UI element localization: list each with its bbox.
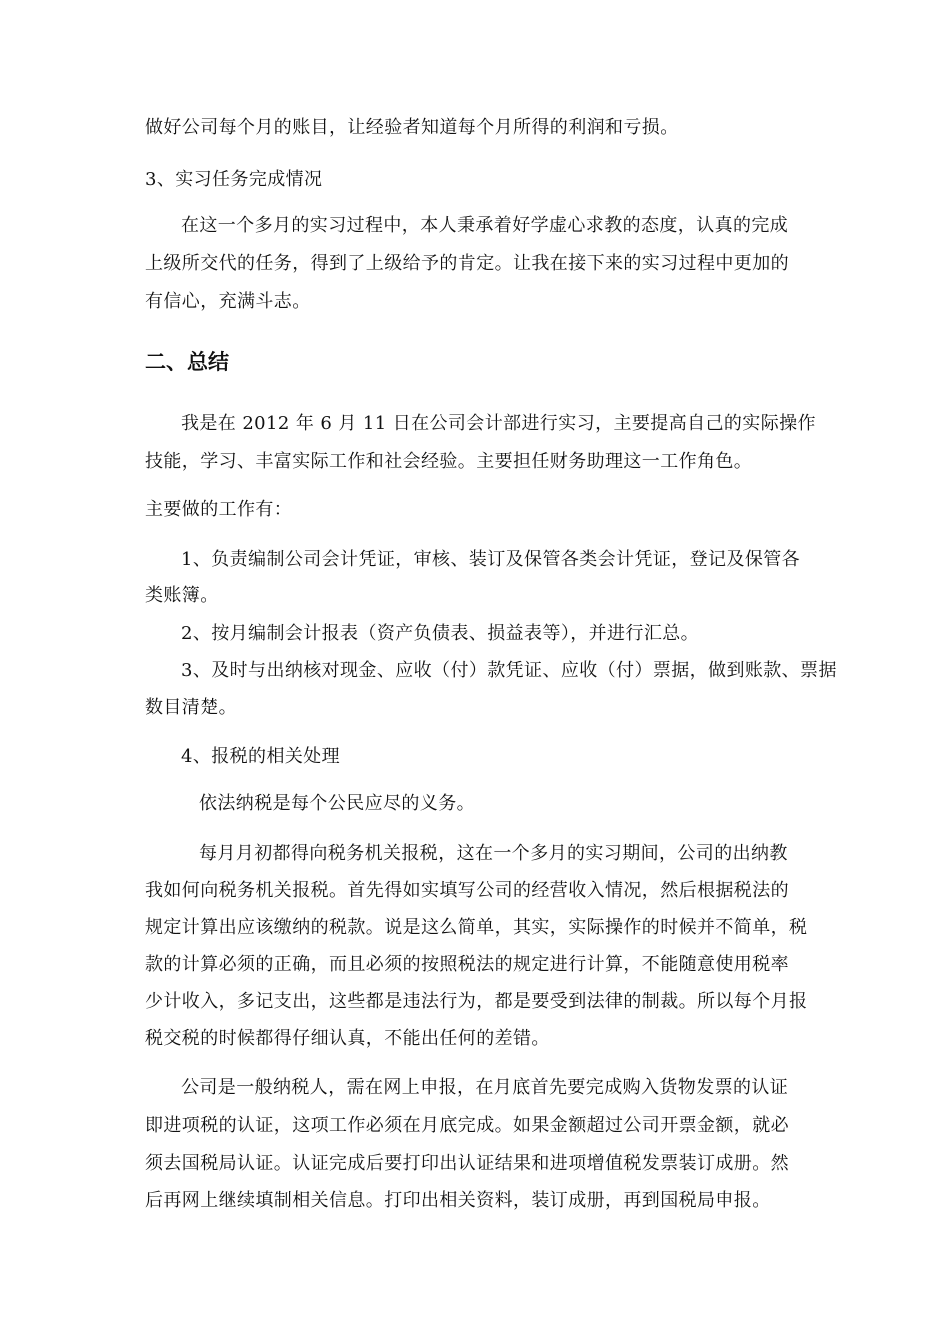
- text-line: 公司是一般纳税人，需在网上申报，在月底首先要完成购入货物发票的认证: [181, 1077, 789, 1098]
- section-subheading: 3、实习任务完成情况: [145, 169, 323, 190]
- list-item: 3、及时与出纳核对现金、应收（付）款凭证、应收（付）票据，做到账款、票据: [181, 660, 837, 681]
- list-item: 4、报税的相关处理: [181, 746, 341, 767]
- list-item-continuation: 类账簿。: [145, 585, 219, 606]
- text-line: 款的计算必须的正确，而且必须的按照税法的规定进行计算，不能随意使用税率: [145, 954, 789, 975]
- list-item: 1、负责编制公司会计凭证，审核、装订及保管各类会计凭证，登记及保管各: [181, 549, 801, 570]
- list-item: 2、按月编制会计报表（资产负债表、损益表等），并进行汇总。: [181, 623, 700, 644]
- text-line: 即进项税的认证，这项工作必须在月底完成。如果金额超过公司开票金额，就必: [145, 1115, 789, 1136]
- text-line: 有信心，充满斗志。: [145, 291, 311, 312]
- text-line: 少计收入，多记支出，这些都是违法行为，都是要受到法律的制裁。所以每个月报: [145, 991, 808, 1012]
- text-line: 税交税的时候都得仔细认真，不能出任何的差错。: [145, 1028, 550, 1049]
- text-line: 须去国税局认证。认证完成后要打印出认证结果和进项增值税发票装订成册。然: [145, 1153, 789, 1174]
- text-line: 依法纳税是每个公民应尽的义务。: [199, 793, 475, 814]
- list-item-continuation: 数目清楚。: [145, 697, 237, 718]
- text-line: 我如何向税务机关报税。首先得如实填写公司的经营收入情况，然后根据税法的: [145, 880, 789, 901]
- text-line: 每月月初都得向税务机关报税，这在一个多月的实习期间，公司的出纳教: [199, 843, 788, 864]
- text-line: 后再网上继续填制相关信息。打印出相关资料，装订成册，再到国税局申报。: [145, 1190, 771, 1211]
- text-line: 规定计算出应该缴纳的税款。说是这么简单，其实，实际操作的时候并不简单，税: [145, 917, 808, 938]
- text-line: 在这一个多月的实习过程中，本人秉承着好学虚心求教的态度，认真的完成: [181, 215, 789, 236]
- text-line: 主要做的工作有：: [145, 499, 293, 520]
- text-line: 上级所交代的任务，得到了上级给予的肯定。让我在接下来的实习过程中更加的: [145, 253, 789, 274]
- text-line: 做好公司每个月的账目，让经验者知道每个月所得的利润和亏损。: [145, 117, 679, 138]
- section-heading: 二、总结: [145, 350, 229, 374]
- text-line: 我是在 2012 年 6 月 11 日在公司会计部进行实习，主要提高自己的实际操作: [181, 413, 816, 434]
- text-line: 技能，学习、丰富实际工作和社会经验。主要担任财务助理这一工作角色。: [145, 451, 753, 472]
